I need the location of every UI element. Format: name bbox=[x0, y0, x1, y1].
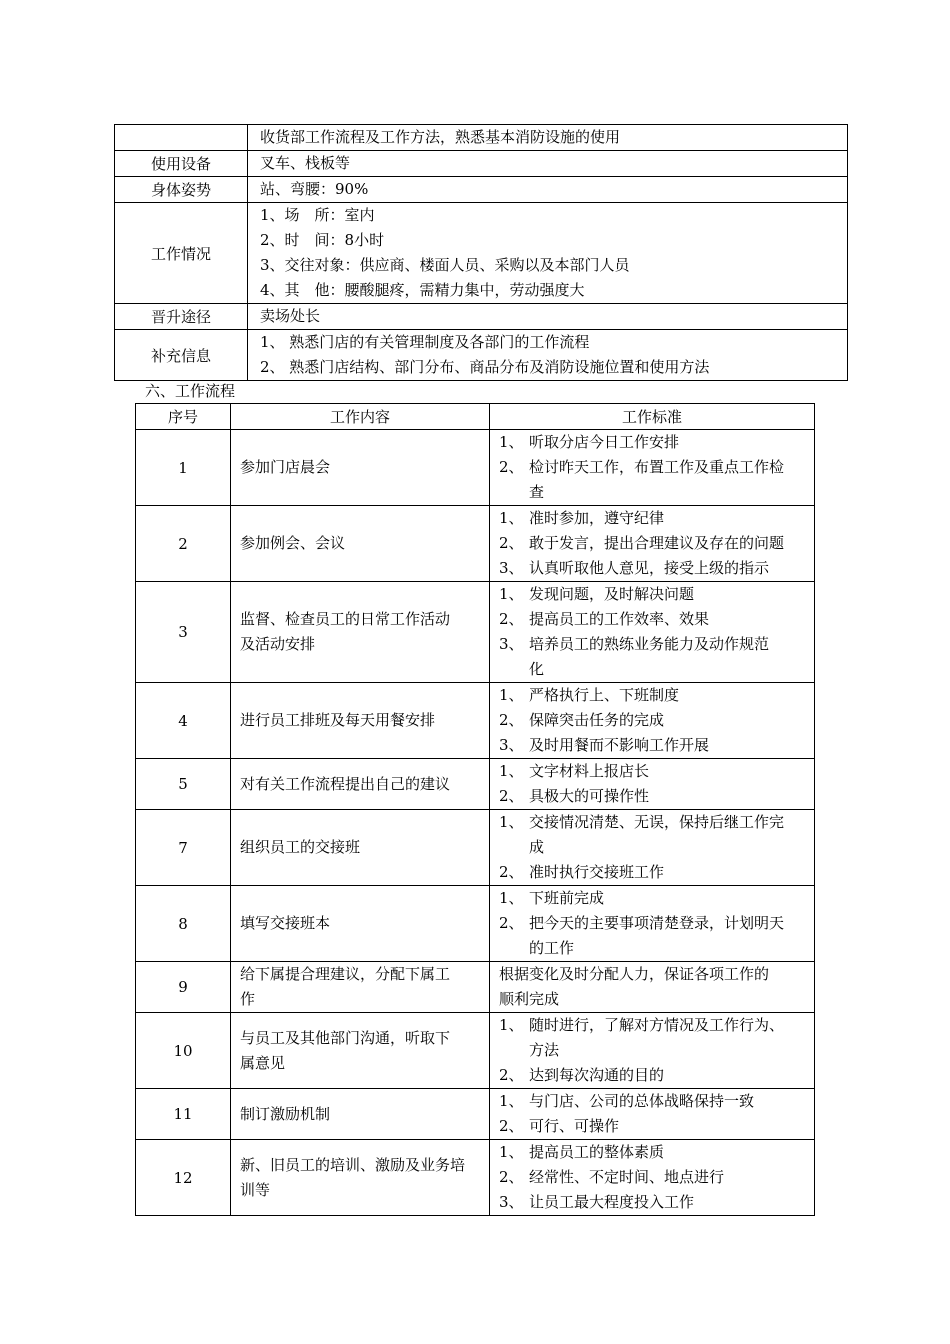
info-line: 叉车、栈板等 bbox=[260, 154, 351, 172]
row-number: 3 bbox=[136, 582, 231, 683]
work-standard bbox=[490, 582, 815, 683]
content-line: 制订激励机制 bbox=[240, 1104, 331, 1123]
work-standard bbox=[490, 506, 815, 582]
standard-line bbox=[499, 886, 814, 911]
info-row bbox=[115, 304, 848, 330]
standard-text: 培养员工的熟练业务能力及动作规范 bbox=[529, 635, 770, 653]
standard-line: 根据变化及时分配人力，保证各项工作的 bbox=[499, 965, 770, 983]
content-line: 参加门店晨会 bbox=[240, 458, 331, 476]
standard-number: 2、 bbox=[499, 458, 524, 476]
work-standard bbox=[490, 430, 815, 506]
info-label: 使用设备 bbox=[115, 151, 248, 177]
header-no: 序号 bbox=[136, 404, 231, 430]
standard-text: 严格执行上、下班制度 bbox=[529, 686, 680, 704]
info-row bbox=[115, 125, 848, 151]
work-content bbox=[231, 962, 490, 1013]
table-row bbox=[136, 506, 815, 582]
standard-number: 1、 bbox=[499, 889, 524, 907]
info-line: 站、弯腰：90% bbox=[260, 180, 369, 198]
info-value bbox=[248, 330, 848, 381]
info-value bbox=[248, 177, 848, 203]
standard-number: 2、 bbox=[499, 711, 524, 729]
info-value bbox=[248, 151, 848, 177]
standard-continuation: 方法 bbox=[529, 1041, 560, 1059]
standard-line bbox=[499, 733, 814, 758]
work-content bbox=[231, 683, 490, 759]
standard-line bbox=[499, 1089, 814, 1114]
standard-line bbox=[499, 455, 814, 480]
content-line: 监督、检查员工的日常工作活动 bbox=[240, 610, 451, 628]
standard-number: 1、 bbox=[499, 509, 524, 527]
standard-number: 1、 bbox=[499, 1143, 524, 1161]
content-line: 对有关工作流程提出自己的建议 bbox=[240, 774, 451, 793]
info-row bbox=[115, 151, 848, 177]
work-content bbox=[231, 810, 490, 886]
work-standard bbox=[490, 1013, 815, 1089]
standard-line bbox=[499, 582, 814, 607]
row-number: 2 bbox=[136, 506, 231, 582]
info-label: 工作情况 bbox=[115, 203, 248, 304]
standard-number: 1、 bbox=[499, 762, 524, 780]
table-row bbox=[136, 810, 815, 886]
table-row bbox=[136, 759, 815, 810]
info-row bbox=[115, 330, 848, 381]
standard-line bbox=[499, 1190, 814, 1215]
standard-number: 2、 bbox=[499, 1117, 524, 1135]
table-row bbox=[136, 1140, 815, 1216]
standard-line bbox=[499, 911, 814, 936]
work-standard bbox=[490, 810, 815, 886]
standard-continuation: 化 bbox=[529, 660, 545, 678]
standard-line bbox=[499, 784, 814, 809]
work-content bbox=[231, 1089, 490, 1140]
row-number: 9 bbox=[136, 962, 231, 1013]
table-row bbox=[136, 1013, 815, 1089]
standard-line bbox=[499, 1114, 814, 1139]
standard-text: 经常性、不定时间、地点进行 bbox=[529, 1168, 725, 1186]
standard-number: 2、 bbox=[499, 1168, 524, 1186]
info-line: 4、其 他：腰酸腿疼，需精力集中，劳动强度大 bbox=[260, 281, 585, 299]
content-line: 组织员工的交接班 bbox=[240, 838, 361, 856]
info-label: 补充信息 bbox=[115, 330, 248, 381]
table-row bbox=[136, 886, 815, 962]
table-row bbox=[136, 683, 815, 759]
standard-number: 1、 bbox=[499, 1092, 524, 1110]
job-info-table bbox=[114, 124, 848, 381]
content-line: 属意见 bbox=[240, 1053, 286, 1072]
work-content bbox=[231, 506, 490, 582]
standard-line: 顺利完成 bbox=[499, 990, 560, 1008]
info-label: 晋升途径 bbox=[115, 304, 248, 330]
info-value bbox=[248, 304, 848, 330]
table-header-row bbox=[136, 404, 815, 430]
row-number: 11 bbox=[136, 1089, 231, 1140]
header-content: 工作内容 bbox=[231, 404, 490, 430]
work-standard bbox=[490, 886, 815, 962]
table-row bbox=[136, 962, 815, 1013]
standard-text: 保障突击任务的完成 bbox=[529, 711, 665, 729]
info-line: 2、 熟悉门店结构、部门分布、商品分布及消防设施位置和使用方法 bbox=[260, 358, 710, 376]
content-line: 新、旧员工的培训、激励及业务培 bbox=[240, 1155, 466, 1174]
standard-line bbox=[499, 1165, 814, 1190]
content-line: 训等 bbox=[240, 1180, 271, 1199]
standard-number: 3、 bbox=[499, 736, 524, 754]
standard-text: 与门店、公司的总体战略保持一致 bbox=[529, 1092, 755, 1110]
standard-text: 可行、可操作 bbox=[529, 1117, 620, 1135]
work-content bbox=[231, 1140, 490, 1216]
standard-text: 检讨昨天工作，布置工作及重点工作检 bbox=[529, 458, 785, 476]
standard-number: 1、 bbox=[499, 1016, 524, 1034]
row-number: 8 bbox=[136, 886, 231, 962]
info-line: 3、交往对象：供应商、楼面人员、采购以及本部门人员 bbox=[260, 256, 630, 274]
standard-text: 下班前完成 bbox=[529, 889, 605, 907]
row-number: 1 bbox=[136, 430, 231, 506]
table-row bbox=[136, 430, 815, 506]
info-label: 身体姿势 bbox=[115, 177, 248, 203]
work-standard bbox=[490, 1140, 815, 1216]
info-value bbox=[248, 125, 848, 151]
standard-text: 敢于发言，提出合理建议及存在的问题 bbox=[529, 534, 785, 552]
work-content bbox=[231, 1013, 490, 1089]
info-label bbox=[115, 125, 248, 151]
standard-number: 2、 bbox=[499, 534, 524, 552]
work-content bbox=[231, 582, 490, 683]
row-number: 10 bbox=[136, 1013, 231, 1089]
work-content bbox=[231, 759, 490, 810]
standard-text: 发现问题，及时解决问题 bbox=[529, 585, 695, 603]
standard-line bbox=[499, 430, 814, 455]
table-row bbox=[136, 1089, 815, 1140]
workflow-table bbox=[135, 403, 815, 1216]
standard-continuation: 的工作 bbox=[529, 939, 575, 957]
work-content bbox=[231, 886, 490, 962]
standard-number: 3、 bbox=[499, 1193, 524, 1211]
standard-line bbox=[499, 632, 814, 657]
standard-text: 文字材料上报店长 bbox=[529, 762, 650, 780]
standard-number: 1、 bbox=[499, 813, 524, 831]
standard-line bbox=[499, 531, 814, 556]
section-heading: 六、工作流程 bbox=[145, 382, 236, 400]
standard-text: 具极大的可操作性 bbox=[529, 787, 650, 805]
table-row bbox=[136, 582, 815, 683]
standard-line bbox=[499, 506, 814, 531]
standard-number: 2、 bbox=[499, 787, 524, 805]
standard-line bbox=[499, 1013, 814, 1038]
standard-text: 提高员工的工作效率、效果 bbox=[529, 610, 710, 628]
info-row bbox=[115, 203, 848, 304]
standard-line bbox=[499, 556, 814, 581]
row-number: 4 bbox=[136, 683, 231, 759]
header-standard: 工作标准 bbox=[490, 404, 815, 430]
row-number: 7 bbox=[136, 810, 231, 886]
standard-line bbox=[499, 860, 814, 885]
standard-number: 2、 bbox=[499, 863, 524, 881]
info-line: 2、时 间：8小时 bbox=[260, 231, 385, 249]
standard-number: 2、 bbox=[499, 1066, 524, 1084]
standard-line bbox=[499, 607, 814, 632]
info-line: 1、场 所：室内 bbox=[260, 206, 375, 224]
standard-text: 准时执行交接班工作 bbox=[529, 863, 665, 881]
info-line: 1、 熟悉门店的有关管理制度及各部门的工作流程 bbox=[260, 333, 590, 351]
content-line: 填写交接班本 bbox=[240, 914, 331, 932]
work-standard bbox=[490, 1089, 815, 1140]
work-content bbox=[231, 430, 490, 506]
content-line: 作 bbox=[240, 990, 256, 1008]
standard-line bbox=[499, 759, 814, 784]
info-line: 收货部工作流程及工作方法，熟悉基本消防设施的使用 bbox=[260, 128, 621, 146]
content-line: 进行员工排班及每天用餐安排 bbox=[240, 711, 436, 729]
content-line: 参加例会、会议 bbox=[240, 534, 346, 552]
standard-number: 1、 bbox=[499, 585, 524, 603]
standard-number: 3、 bbox=[499, 635, 524, 653]
standard-line bbox=[499, 810, 814, 835]
work-standard bbox=[490, 962, 815, 1013]
row-number: 12 bbox=[136, 1140, 231, 1216]
standard-text: 把今天的主要事项清楚登录，计划明天 bbox=[529, 914, 785, 932]
standard-continuation: 查 bbox=[529, 483, 545, 501]
standard-text: 达到每次沟通的目的 bbox=[529, 1066, 665, 1084]
info-line: 卖场处长 bbox=[260, 307, 321, 325]
work-standard bbox=[490, 683, 815, 759]
standard-number: 2、 bbox=[499, 914, 524, 932]
standard-number: 2、 bbox=[499, 610, 524, 628]
info-value bbox=[248, 203, 848, 304]
standard-number: 3、 bbox=[499, 559, 524, 577]
standard-text: 及时用餐而不影响工作开展 bbox=[529, 736, 710, 754]
standard-line bbox=[499, 1140, 814, 1165]
standard-number: 1、 bbox=[499, 686, 524, 704]
standard-text: 认真听取他人意见，接受上级的指示 bbox=[529, 559, 770, 577]
content-line: 给下属提合理建议，分配下属工 bbox=[240, 965, 451, 983]
standard-line bbox=[499, 708, 814, 733]
standard-text: 让员工最大程度投入工作 bbox=[529, 1193, 695, 1211]
standard-continuation: 成 bbox=[529, 838, 545, 856]
standard-line bbox=[499, 1063, 814, 1088]
standard-text: 提高员工的整体素质 bbox=[529, 1143, 665, 1161]
standard-text: 听取分店今日工作安排 bbox=[529, 433, 680, 451]
standard-text: 准时参加，遵守纪律 bbox=[529, 509, 665, 527]
standard-text: 随时进行，了解对方情况及工作行为、 bbox=[529, 1016, 785, 1034]
content-line: 与员工及其他部门沟通，听取下 bbox=[240, 1028, 451, 1047]
row-number: 5 bbox=[136, 759, 231, 810]
content-line: 及活动安排 bbox=[240, 635, 316, 653]
work-standard bbox=[490, 759, 815, 810]
standard-line bbox=[499, 683, 814, 708]
standard-text: 交接情况清楚、无误，保持后继工作完 bbox=[529, 813, 785, 831]
info-row bbox=[115, 177, 848, 203]
standard-number: 1、 bbox=[499, 433, 524, 451]
